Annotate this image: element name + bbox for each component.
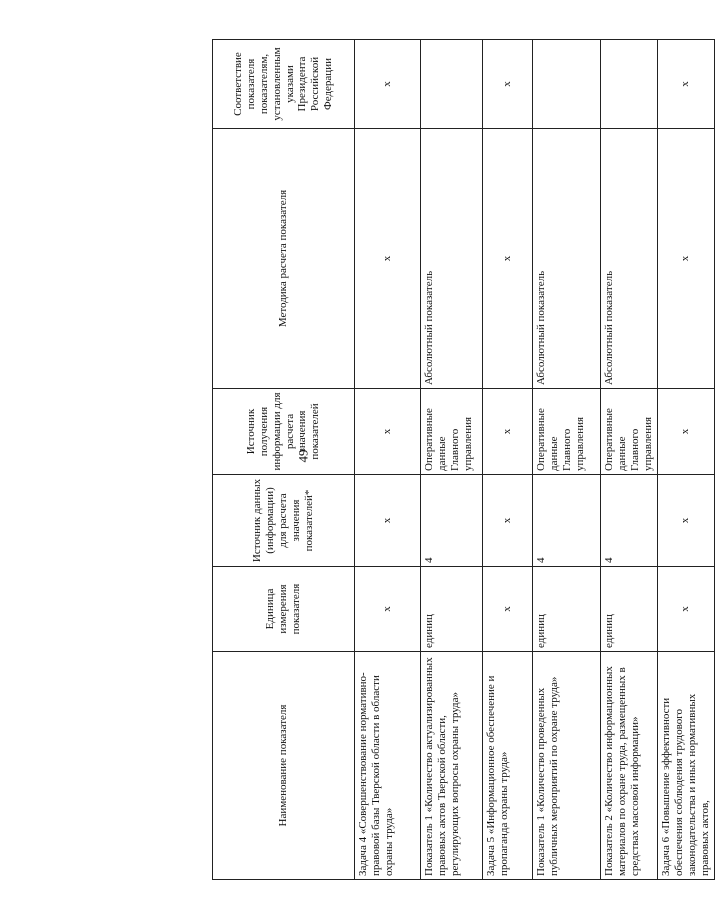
cell-name: Показатель 2 «Количество информационных материалов по охране труда, размещенных в средствах массовой информации» — [601, 652, 658, 880]
task-row — [657, 40, 714, 880]
cell-name: Задача 4 «Совершенствование нормативно-правовой базы Тверской области в области охраны труда» — [355, 652, 421, 880]
header-cell-source-info: Источник получения информации для расчета значения показателей — [213, 389, 355, 475]
cell-source-data: 4 — [421, 475, 483, 567]
cell-name: Показатель 1 «Количество проведенных публичных мероприятий по охране труда» — [533, 652, 601, 880]
header-cell-source-data: Источник данных (информации) для расчета значения показателей* — [213, 475, 355, 567]
cell-compliance — [533, 40, 601, 129]
header-row — [213, 40, 355, 880]
cell-source-info: х — [355, 389, 421, 475]
cell-method: Абсолютный показатель — [421, 129, 483, 389]
cell-name: Задача 6 «Повышение эффективности обеспечения соблюдения трудового законодательства и иных нормативных правовых актов, — [657, 652, 714, 880]
cell-source-data: х — [483, 475, 533, 567]
indicator-table-rotated — [212, 40, 711, 880]
cell-source-data: 4 — [533, 475, 601, 567]
cell-source-data: х — [355, 475, 421, 567]
task-row — [483, 40, 533, 880]
cell-source-info: Оперативные данные Главного управления — [533, 389, 601, 475]
cell-compliance: х — [483, 40, 533, 129]
cell-method: х — [355, 129, 421, 389]
task-row — [355, 40, 421, 880]
cell-method: Абсолютный показатель — [601, 129, 658, 389]
header-cell-compliance: Соответствие показателя показателям, установленным указами Президента Российской Федерации — [213, 40, 355, 129]
indicator-row — [533, 40, 601, 880]
cell-compliance: х — [355, 40, 421, 129]
page-number: 49 — [295, 449, 311, 463]
cell-source-data: х — [657, 475, 714, 567]
indicator-row — [421, 40, 483, 880]
cell-compliance — [421, 40, 483, 129]
cell-unit: единиц — [601, 567, 658, 652]
cell-method: Абсолютный показатель — [533, 129, 601, 389]
cell-source-info: х — [483, 389, 533, 475]
cell-name: Показатель 1 «Количество актуализированных правовых актов Тверской области, регулирующих вопросы охраны труда» — [421, 652, 483, 880]
cell-unit: х — [483, 567, 533, 652]
cell-unit: единиц — [421, 567, 483, 652]
cell-compliance: х — [657, 40, 714, 129]
cell-unit: х — [657, 567, 714, 652]
cell-source-info: Оперативные данные Главного управления — [601, 389, 658, 475]
cell-source-info: х — [657, 389, 714, 475]
indicator-row — [601, 40, 658, 880]
header-cell-method: Методика расчета показателя — [213, 129, 355, 389]
cell-unit: х — [355, 567, 421, 652]
cell-source-data: 4 — [601, 475, 658, 567]
indicator-table — [212, 39, 715, 880]
cell-source-info: Оперативные данные Главного управления — [421, 389, 483, 475]
cell-method: х — [657, 129, 714, 389]
cell-method: х — [483, 129, 533, 389]
cell-unit: единиц — [533, 567, 601, 652]
header-cell-name: Наименование показателя — [213, 652, 355, 880]
cell-name: Задача 5 «Информационное обеспечение и пропаганда охраны труда» — [483, 652, 533, 880]
header-cell-unit: Единица измерения показателя — [213, 567, 355, 652]
cell-compliance — [601, 40, 658, 129]
